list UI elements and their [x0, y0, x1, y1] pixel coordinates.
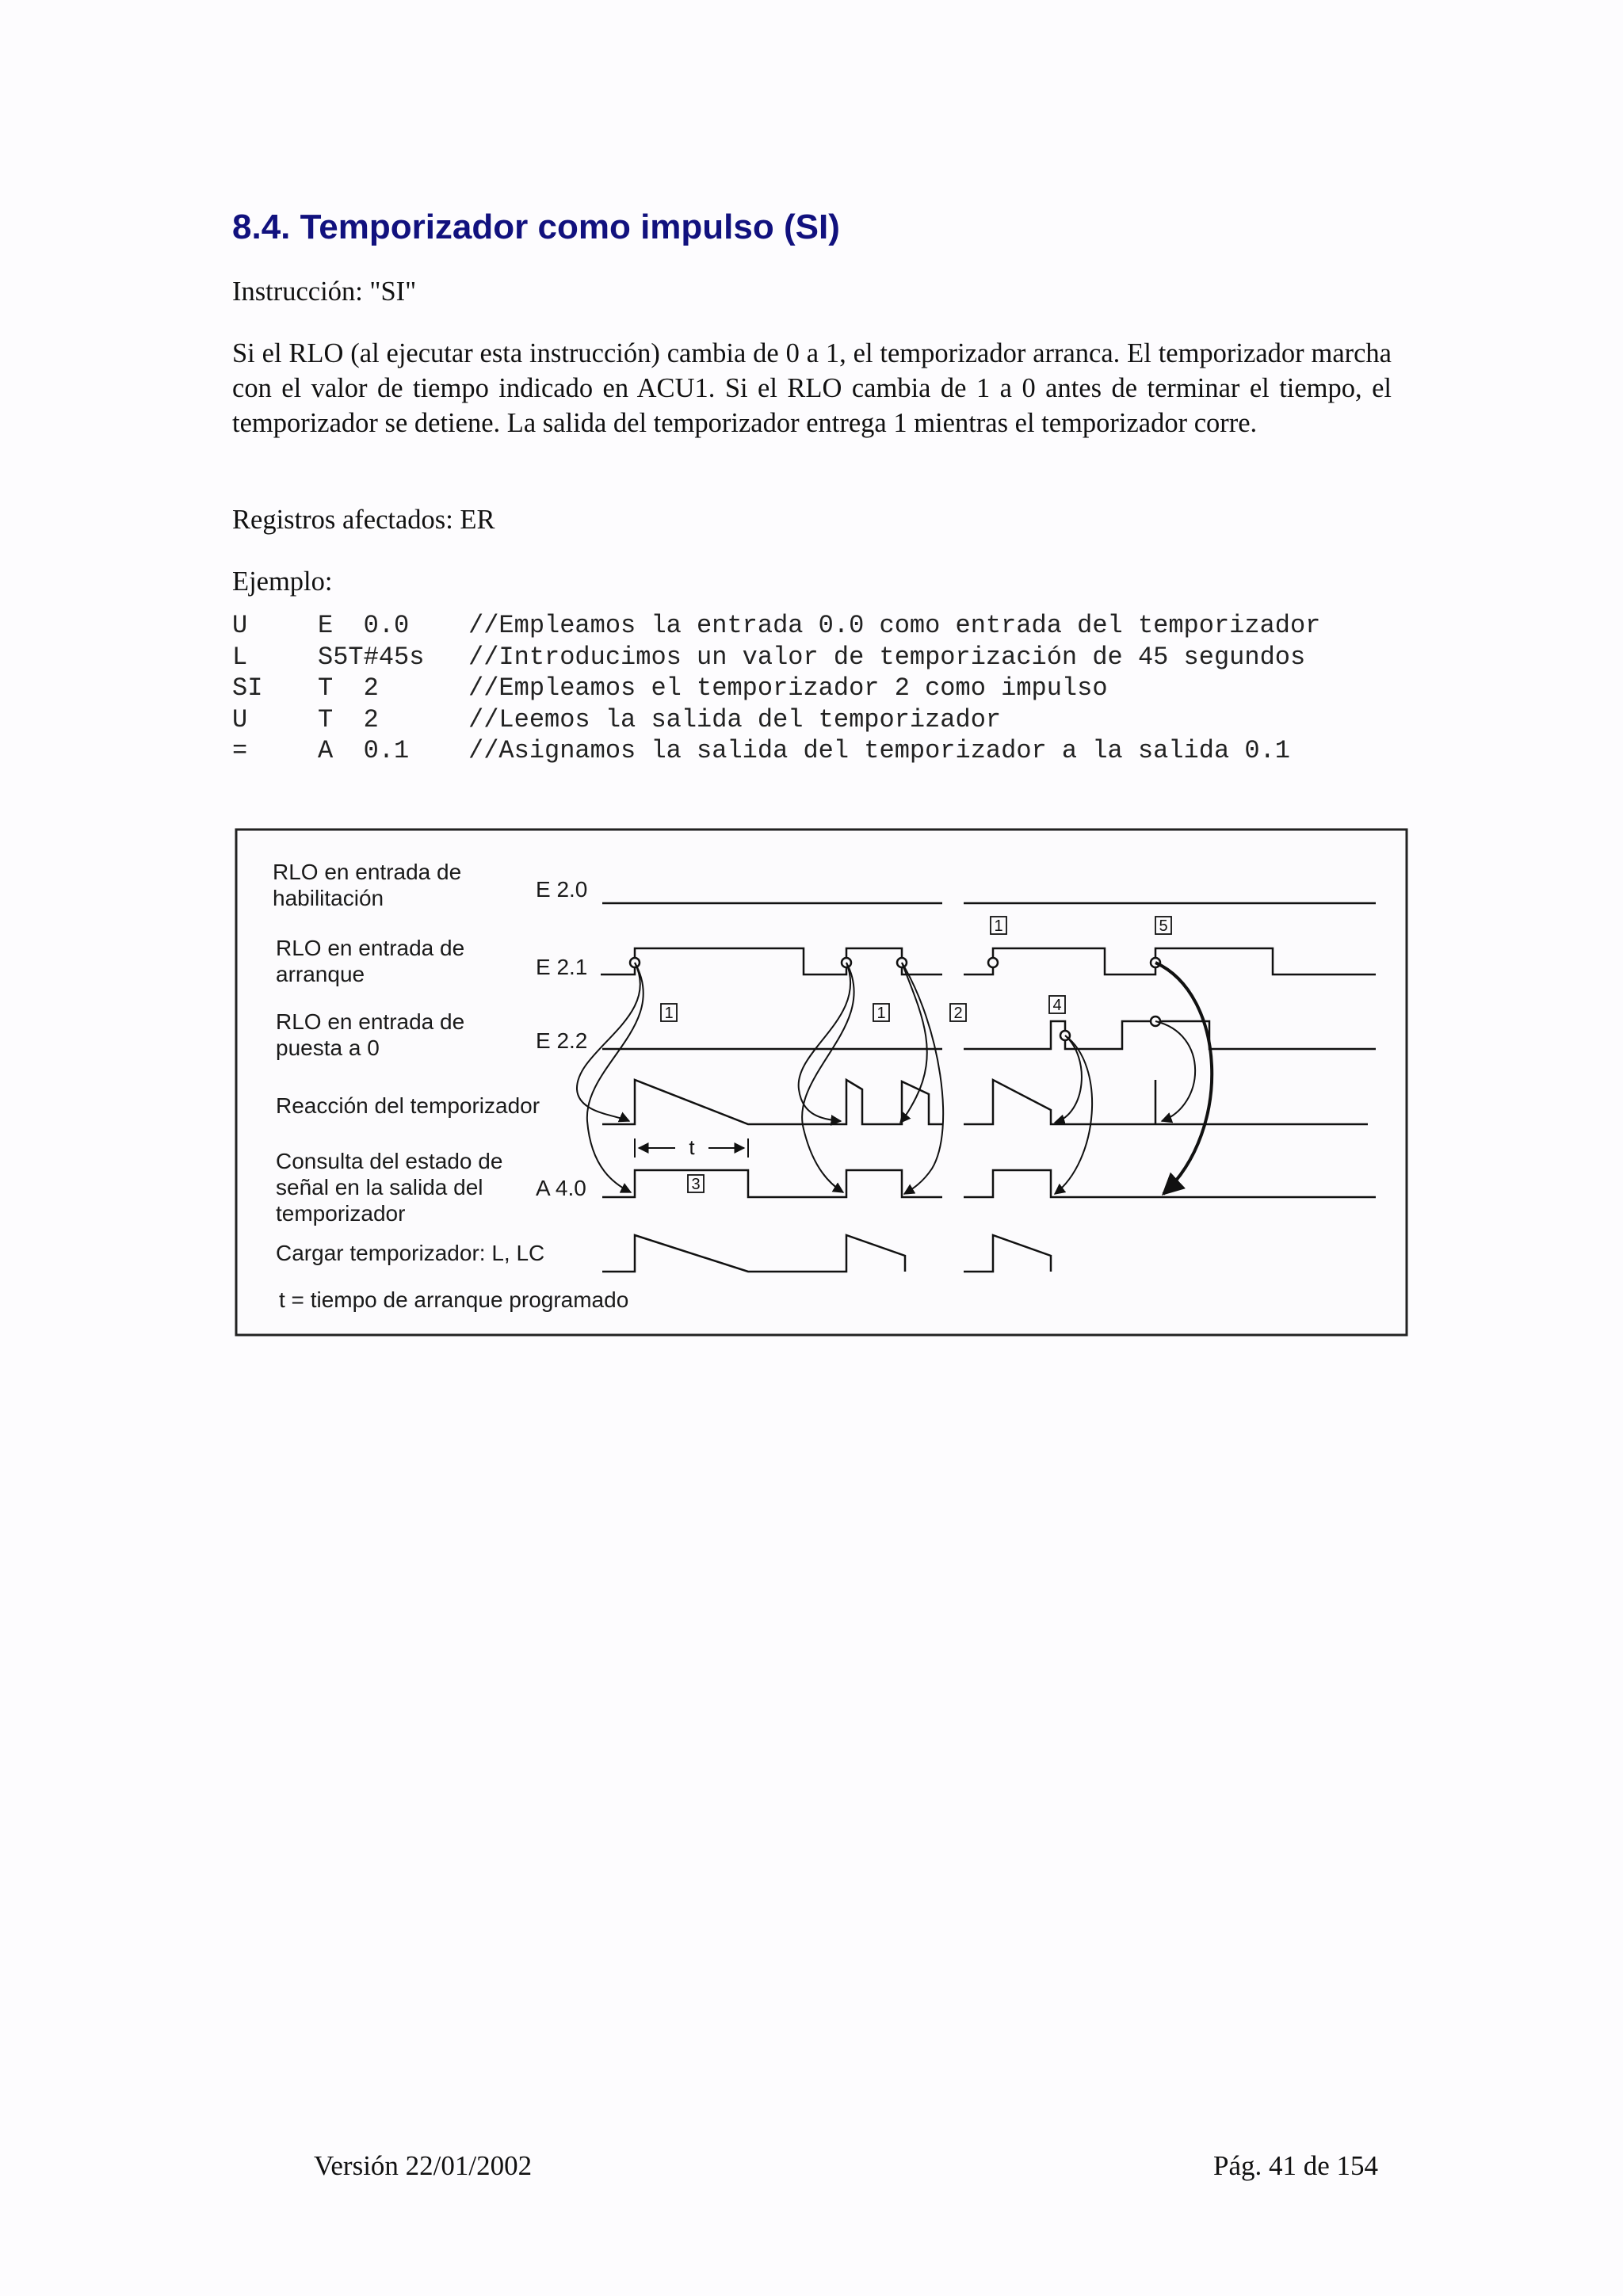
code-line	[232, 704, 1320, 736]
code-comment: //Asignamos la salida del temporizador a la salida 0.1	[468, 736, 1290, 765]
footer-page: Pág. 41 de 154	[1213, 2150, 1379, 2181]
marker-5: 5	[1159, 917, 1168, 935]
row-label: RLO en entrada de arranque	[276, 936, 465, 986]
code-operand: T 2	[318, 704, 379, 734]
t-label: t	[689, 1135, 695, 1159]
row-label: Cargar temporizador: L, LC	[276, 1241, 545, 1265]
marker-2: 2	[953, 1005, 963, 1022]
code-operand: A 0.1	[318, 736, 410, 765]
code-listing	[232, 610, 1320, 767]
example-label: Ejemplo:	[232, 566, 333, 597]
code-operand: T 2	[318, 673, 379, 703]
code-comment: //Empleamos la entrada 0.0 como entrada del temporizador	[468, 611, 1321, 640]
code-op: SI	[232, 673, 263, 703]
code-line	[232, 610, 1320, 642]
row-label: RLO en entrada de habilitación	[273, 860, 462, 910]
code-line	[232, 735, 1320, 767]
code-op: U	[232, 704, 248, 734]
code-comment: //Empleamos el temporizador 2 como impulso	[468, 673, 1108, 703]
marker-1c: 1	[994, 917, 1003, 935]
row-label: Reacción del temporizador	[276, 1093, 540, 1118]
code-operand: S5T#45s	[318, 642, 425, 672]
description-paragraph: Si el RLO (al ejecutar esta instrucción) cambia de 0 a 1, el temporizador arranca. El temporizador marcha con el valor de tiempo indicado en ACU1. Si el RLO cambia de 1 a 0 antes de terminar el tiempo, el temporizador se detiene. La salida del temporizador entrega 1 mientras el temporizador corre.	[232, 338, 1392, 438]
diagram-note: t = tiempo de arranque programado	[279, 1287, 629, 1312]
code-op: =	[232, 736, 248, 765]
instruction-text: Instrucción: "SI"	[232, 277, 417, 307]
signal-label: E 2.2	[536, 1028, 588, 1053]
section-heading: 8.4. Temporizador como impulso (SI)	[232, 208, 840, 246]
footer-version: Versión 22/01/2002	[314, 2150, 533, 2181]
code-comment: //Leemos la salida del temporizador	[468, 704, 1002, 734]
code-comment: //Introducimos un valor de temporización de 45 segundos	[468, 642, 1306, 672]
code-op: U	[232, 611, 248, 640]
registers-text: Registros afectados: ER	[232, 505, 495, 535]
marker-1b: 1	[876, 1005, 886, 1022]
marker-4: 4	[1052, 997, 1062, 1014]
code-line	[232, 673, 1320, 704]
signal-label: E 2.0	[536, 877, 588, 902]
marker-1: 1	[664, 1005, 674, 1022]
signal-label: E 2.1	[536, 955, 588, 979]
row-label: Consulta del estado de señal en la salida del temporizador	[276, 1149, 503, 1226]
marker-3: 3	[691, 1176, 701, 1193]
code-line	[232, 642, 1320, 673]
code-operand: E 0.0	[318, 611, 410, 640]
signal-label: A 4.0	[536, 1176, 586, 1200]
timing-diagram	[235, 828, 1409, 1339]
row-label: RLO en entrada de puesta a 0	[276, 1009, 465, 1060]
code-op: L	[232, 642, 248, 672]
edge-marker	[988, 958, 998, 967]
